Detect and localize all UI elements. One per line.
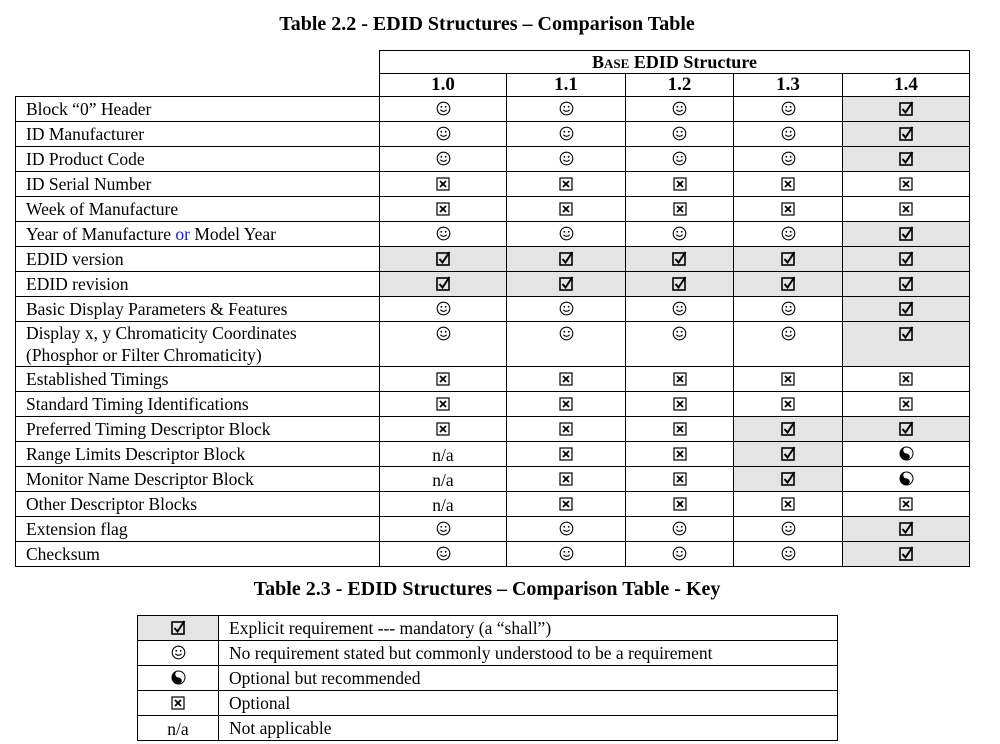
row-label xyxy=(16,121,380,146)
row-label-text: Standard Timing Identifications xyxy=(26,393,249,414)
checkbox-x-icon xyxy=(673,394,687,416)
smiley-icon xyxy=(436,299,451,321)
table-cell xyxy=(507,271,626,296)
smiley-icon xyxy=(559,544,574,566)
row-label xyxy=(16,416,380,441)
table-cell xyxy=(843,466,970,491)
row-label-text: ID Manufacturer xyxy=(26,123,145,144)
checkbox-x-icon xyxy=(436,369,450,391)
checkbox-checked-icon xyxy=(171,618,186,640)
smiley-icon xyxy=(781,544,796,566)
row-label xyxy=(16,97,380,122)
table-cell xyxy=(380,221,507,246)
checkbox-x-icon xyxy=(781,494,795,516)
checkbox-x-icon xyxy=(781,394,795,416)
table-cell xyxy=(843,391,970,416)
smiley-icon xyxy=(436,324,451,346)
row-label-subtext: (Phosphor or Filter Chromaticity) xyxy=(26,344,262,365)
table-cell xyxy=(507,416,626,441)
table-cell xyxy=(380,516,507,541)
key-symbol xyxy=(138,715,219,740)
smiley-icon xyxy=(672,324,687,346)
checkbox-x-icon xyxy=(436,419,450,441)
checkbox-x-icon xyxy=(781,174,795,196)
not-applicable-text: n/a xyxy=(432,469,454,490)
table-cell xyxy=(843,321,970,366)
not-applicable-text: n/a xyxy=(167,718,189,739)
table-cell xyxy=(734,271,843,296)
key-table-body xyxy=(138,616,838,741)
smiley-icon xyxy=(672,519,687,541)
smiley-icon xyxy=(672,124,687,146)
column-header-1-4: 1.4 xyxy=(843,74,970,97)
row-label xyxy=(16,171,380,196)
table-cell xyxy=(380,366,507,391)
label-part: Year of Manufacture xyxy=(26,223,176,244)
key-symbol xyxy=(138,616,219,641)
group-header-suffix: EDID Structure xyxy=(629,52,757,72)
table-cell xyxy=(843,441,970,466)
table-cell xyxy=(380,491,507,516)
table-row xyxy=(16,97,970,122)
key-row xyxy=(138,616,838,641)
column-header-1-0: 1.0 xyxy=(380,74,507,97)
checkbox-x-icon xyxy=(559,469,573,491)
table-cell xyxy=(626,516,734,541)
checkbox-checked-icon xyxy=(899,274,914,296)
key-description: Optional xyxy=(219,690,838,715)
table-cell xyxy=(626,196,734,221)
table-cell xyxy=(626,97,734,122)
checkbox-checked-icon xyxy=(899,299,914,321)
table-2-2-title: Table 2.2 - EDID Structures – Comparison Table xyxy=(279,13,695,35)
checkbox-x-icon xyxy=(673,469,687,491)
checkbox-checked-icon xyxy=(781,274,796,296)
table-cell xyxy=(380,146,507,171)
row-label-text: Checksum xyxy=(26,543,100,564)
smiley-icon xyxy=(559,149,574,171)
checkbox-checked-icon xyxy=(899,224,914,246)
checkbox-x-icon xyxy=(899,369,913,391)
key-row xyxy=(138,640,838,665)
row-label xyxy=(16,491,380,516)
key-description: No requirement stated but commonly understood to be a requirement xyxy=(219,640,838,665)
checkbox-x-icon xyxy=(781,199,795,221)
smiley-icon xyxy=(672,99,687,121)
table-row xyxy=(16,416,970,441)
key-description: Optional but recommended xyxy=(219,665,838,690)
checkbox-checked-icon xyxy=(672,274,687,296)
table-2-3-title: Table 2.3 - EDID Structures – Comparison Table - Key xyxy=(253,578,721,600)
table-cell xyxy=(507,366,626,391)
smiley-icon xyxy=(781,519,796,541)
table-cell xyxy=(380,466,507,491)
checkbox-x-icon xyxy=(171,693,185,715)
smiley-icon xyxy=(436,224,451,246)
checkbox-x-icon xyxy=(436,394,450,416)
checkbox-checked-icon xyxy=(781,469,796,491)
table-row xyxy=(16,296,970,321)
table-cell xyxy=(734,366,843,391)
table-cell xyxy=(626,466,734,491)
table-cell xyxy=(380,246,507,271)
smiley-icon xyxy=(781,99,796,121)
checkbox-checked-icon xyxy=(559,249,574,271)
checkbox-checked-icon xyxy=(899,324,914,346)
table-cell xyxy=(507,246,626,271)
table-cell xyxy=(626,366,734,391)
table-cell xyxy=(734,246,843,271)
checkbox-x-icon xyxy=(673,419,687,441)
table-cell xyxy=(843,171,970,196)
smiley-icon xyxy=(672,299,687,321)
not-applicable-text: n/a xyxy=(432,444,454,465)
key-row xyxy=(138,665,838,690)
table-cell xyxy=(843,491,970,516)
table-body xyxy=(16,97,970,567)
smiley-icon xyxy=(559,99,574,121)
table-cell xyxy=(626,271,734,296)
table-cell xyxy=(380,121,507,146)
smiley-icon xyxy=(171,643,186,665)
row-label-text: EDID revision xyxy=(26,273,129,294)
table-cell xyxy=(507,221,626,246)
table-cell xyxy=(626,171,734,196)
smiley-icon xyxy=(436,544,451,566)
table-row xyxy=(16,221,970,246)
table-cell xyxy=(507,391,626,416)
row-label xyxy=(16,146,380,171)
row-label xyxy=(16,321,380,366)
table-cell xyxy=(843,271,970,296)
table-row xyxy=(16,321,970,366)
key-row xyxy=(138,690,838,715)
table-row xyxy=(16,491,970,516)
table-row xyxy=(16,466,970,491)
table-cell xyxy=(507,171,626,196)
table-cell xyxy=(380,196,507,221)
checkbox-checked-icon xyxy=(436,274,451,296)
checkbox-x-icon xyxy=(899,394,913,416)
table-cell xyxy=(507,441,626,466)
table-cell xyxy=(734,541,843,566)
smiley-icon xyxy=(559,324,574,346)
table-cell xyxy=(843,97,970,122)
key-symbol xyxy=(138,665,219,690)
checkbox-x-icon xyxy=(673,369,687,391)
group-header-prefix: Base xyxy=(592,52,630,72)
column-header-1-3: 1.3 xyxy=(734,74,843,97)
row-label xyxy=(16,296,380,321)
checkbox-checked-icon xyxy=(899,124,914,146)
table-cell xyxy=(380,97,507,122)
row-label-text: ID Product Code xyxy=(26,148,145,169)
comparison-table xyxy=(15,50,970,567)
row-label-text: Display x, y Chromaticity Coordinates xyxy=(26,322,297,343)
table-cell xyxy=(380,296,507,321)
table-cell xyxy=(843,196,970,221)
checkbox-checked-icon xyxy=(672,249,687,271)
checkbox-x-icon xyxy=(899,174,913,196)
yin-yang-icon xyxy=(899,469,914,491)
checkbox-checked-icon xyxy=(899,544,914,566)
checkbox-checked-icon xyxy=(781,249,796,271)
smiley-icon xyxy=(781,299,796,321)
checkbox-x-icon xyxy=(673,494,687,516)
table-cell xyxy=(843,516,970,541)
table-cell xyxy=(507,146,626,171)
checkbox-x-icon xyxy=(559,394,573,416)
table-cell xyxy=(734,196,843,221)
table-cell xyxy=(843,221,970,246)
key-symbol xyxy=(138,640,219,665)
key-description: Explicit requirement --- mandatory (a “shall”) xyxy=(219,616,838,641)
table-cell xyxy=(734,466,843,491)
not-applicable-text: n/a xyxy=(432,494,454,515)
table-cell xyxy=(734,97,843,122)
table-cell xyxy=(380,541,507,566)
row-label-text: Basic Display Parameters & Features xyxy=(26,298,288,319)
version-header-row xyxy=(16,74,970,97)
group-header xyxy=(380,51,970,74)
row-label xyxy=(16,541,380,566)
row-label xyxy=(16,246,380,271)
table-cell xyxy=(380,171,507,196)
table-cell xyxy=(507,516,626,541)
table-cell xyxy=(626,246,734,271)
table-cell xyxy=(734,296,843,321)
table-cell xyxy=(734,491,843,516)
row-label-text: Extension flag xyxy=(26,518,128,539)
row-label xyxy=(16,466,380,491)
table-cell xyxy=(626,441,734,466)
checkbox-x-icon xyxy=(559,174,573,196)
checkbox-x-icon xyxy=(673,444,687,466)
table-row xyxy=(16,391,970,416)
table-cell xyxy=(843,146,970,171)
row-label-text: EDID version xyxy=(26,248,124,269)
table-cell xyxy=(734,321,843,366)
row-label-text: ID Serial Number xyxy=(26,173,152,194)
checkbox-checked-icon xyxy=(899,149,914,171)
smiley-icon xyxy=(559,299,574,321)
key-symbol xyxy=(138,690,219,715)
smiley-icon xyxy=(559,519,574,541)
smiley-icon xyxy=(781,324,796,346)
checkbox-x-icon xyxy=(559,444,573,466)
table-cell xyxy=(843,296,970,321)
table-cell xyxy=(626,296,734,321)
smiley-icon xyxy=(672,224,687,246)
table-cell xyxy=(626,391,734,416)
table-cell xyxy=(734,146,843,171)
table-cell xyxy=(843,541,970,566)
smiley-icon xyxy=(436,519,451,541)
row-label xyxy=(16,441,380,466)
table-cell xyxy=(507,97,626,122)
checkbox-checked-icon xyxy=(899,419,914,441)
table-cell xyxy=(507,466,626,491)
smiley-icon xyxy=(672,544,687,566)
row-label-text: Block “0” Header xyxy=(26,98,152,119)
checkbox-x-icon xyxy=(781,369,795,391)
row-label xyxy=(16,366,380,391)
checkbox-x-icon xyxy=(899,494,913,516)
table-row xyxy=(16,146,970,171)
table-cell xyxy=(626,416,734,441)
table-cell xyxy=(626,321,734,366)
yin-yang-icon xyxy=(171,668,186,690)
table-cell xyxy=(734,441,843,466)
checkbox-x-icon xyxy=(436,199,450,221)
table-cell xyxy=(380,391,507,416)
smiley-icon xyxy=(781,124,796,146)
checkbox-checked-icon xyxy=(899,249,914,271)
label-part: Model Year xyxy=(189,223,276,244)
table-cell xyxy=(380,416,507,441)
row-label-text: Monitor Name Descriptor Block xyxy=(26,468,254,489)
table-cell xyxy=(626,121,734,146)
table-cell xyxy=(734,221,843,246)
table-cell xyxy=(626,541,734,566)
table-row xyxy=(16,196,970,221)
table-row xyxy=(16,246,970,271)
row-label xyxy=(16,516,380,541)
checkbox-checked-icon xyxy=(781,419,796,441)
table-cell xyxy=(626,146,734,171)
table-cell xyxy=(734,416,843,441)
checkbox-x-icon xyxy=(559,419,573,441)
row-label-text: Preferred Timing Descriptor Block xyxy=(26,418,271,439)
table-cell xyxy=(626,221,734,246)
table-cell xyxy=(507,196,626,221)
table-cell xyxy=(507,296,626,321)
table-row xyxy=(16,516,970,541)
smiley-icon xyxy=(436,124,451,146)
column-header-1-2: 1.2 xyxy=(626,74,734,97)
row-label-text: Established Timings xyxy=(26,368,169,389)
table-cell xyxy=(734,171,843,196)
table-cell xyxy=(380,441,507,466)
group-header-row xyxy=(16,51,970,74)
checkbox-x-icon xyxy=(559,369,573,391)
checkbox-checked-icon xyxy=(899,519,914,541)
or-keyword: or xyxy=(175,223,190,244)
table-row xyxy=(16,441,970,466)
smiley-icon xyxy=(559,224,574,246)
table-cell xyxy=(734,516,843,541)
checkbox-x-icon xyxy=(673,199,687,221)
row-label-text: Week of Manufacture xyxy=(26,198,179,219)
table-cell xyxy=(626,491,734,516)
table-cell xyxy=(507,541,626,566)
table-cell xyxy=(380,321,507,366)
smiley-icon xyxy=(436,149,451,171)
checkbox-checked-icon xyxy=(781,444,796,466)
key-table xyxy=(137,615,838,741)
checkbox-x-icon xyxy=(899,199,913,221)
table-cell xyxy=(507,121,626,146)
table-cell xyxy=(843,246,970,271)
checkbox-x-icon xyxy=(673,174,687,196)
table-cell xyxy=(734,121,843,146)
table-cell xyxy=(507,321,626,366)
table-cell xyxy=(507,491,626,516)
checkbox-x-icon xyxy=(436,174,450,196)
key-row xyxy=(138,715,838,740)
table-row xyxy=(16,366,970,391)
table-cell xyxy=(734,391,843,416)
table-row xyxy=(16,171,970,196)
smiley-icon xyxy=(436,99,451,121)
key-description: Not applicable xyxy=(219,715,838,740)
row-label-text: Range Limits Descriptor Block xyxy=(26,443,246,464)
checkbox-x-icon xyxy=(559,494,573,516)
checkbox-x-icon xyxy=(559,199,573,221)
row-label xyxy=(16,221,380,246)
row-label xyxy=(16,196,380,221)
row-label xyxy=(16,271,380,296)
table-row xyxy=(16,271,970,296)
smiley-icon xyxy=(781,224,796,246)
row-label-text: Other Descriptor Blocks xyxy=(26,493,198,514)
table-row xyxy=(16,121,970,146)
smiley-icon xyxy=(559,124,574,146)
column-header-1-1: 1.1 xyxy=(507,74,626,97)
table-cell xyxy=(380,271,507,296)
checkbox-checked-icon xyxy=(899,99,914,121)
table-row xyxy=(16,541,970,566)
table-cell xyxy=(843,416,970,441)
checkbox-checked-icon xyxy=(559,274,574,296)
table-cell xyxy=(843,366,970,391)
smiley-icon xyxy=(672,149,687,171)
smiley-icon xyxy=(781,149,796,171)
checkbox-checked-icon xyxy=(436,249,451,271)
row-label xyxy=(16,391,380,416)
table-cell xyxy=(843,121,970,146)
yin-yang-icon xyxy=(899,444,914,466)
